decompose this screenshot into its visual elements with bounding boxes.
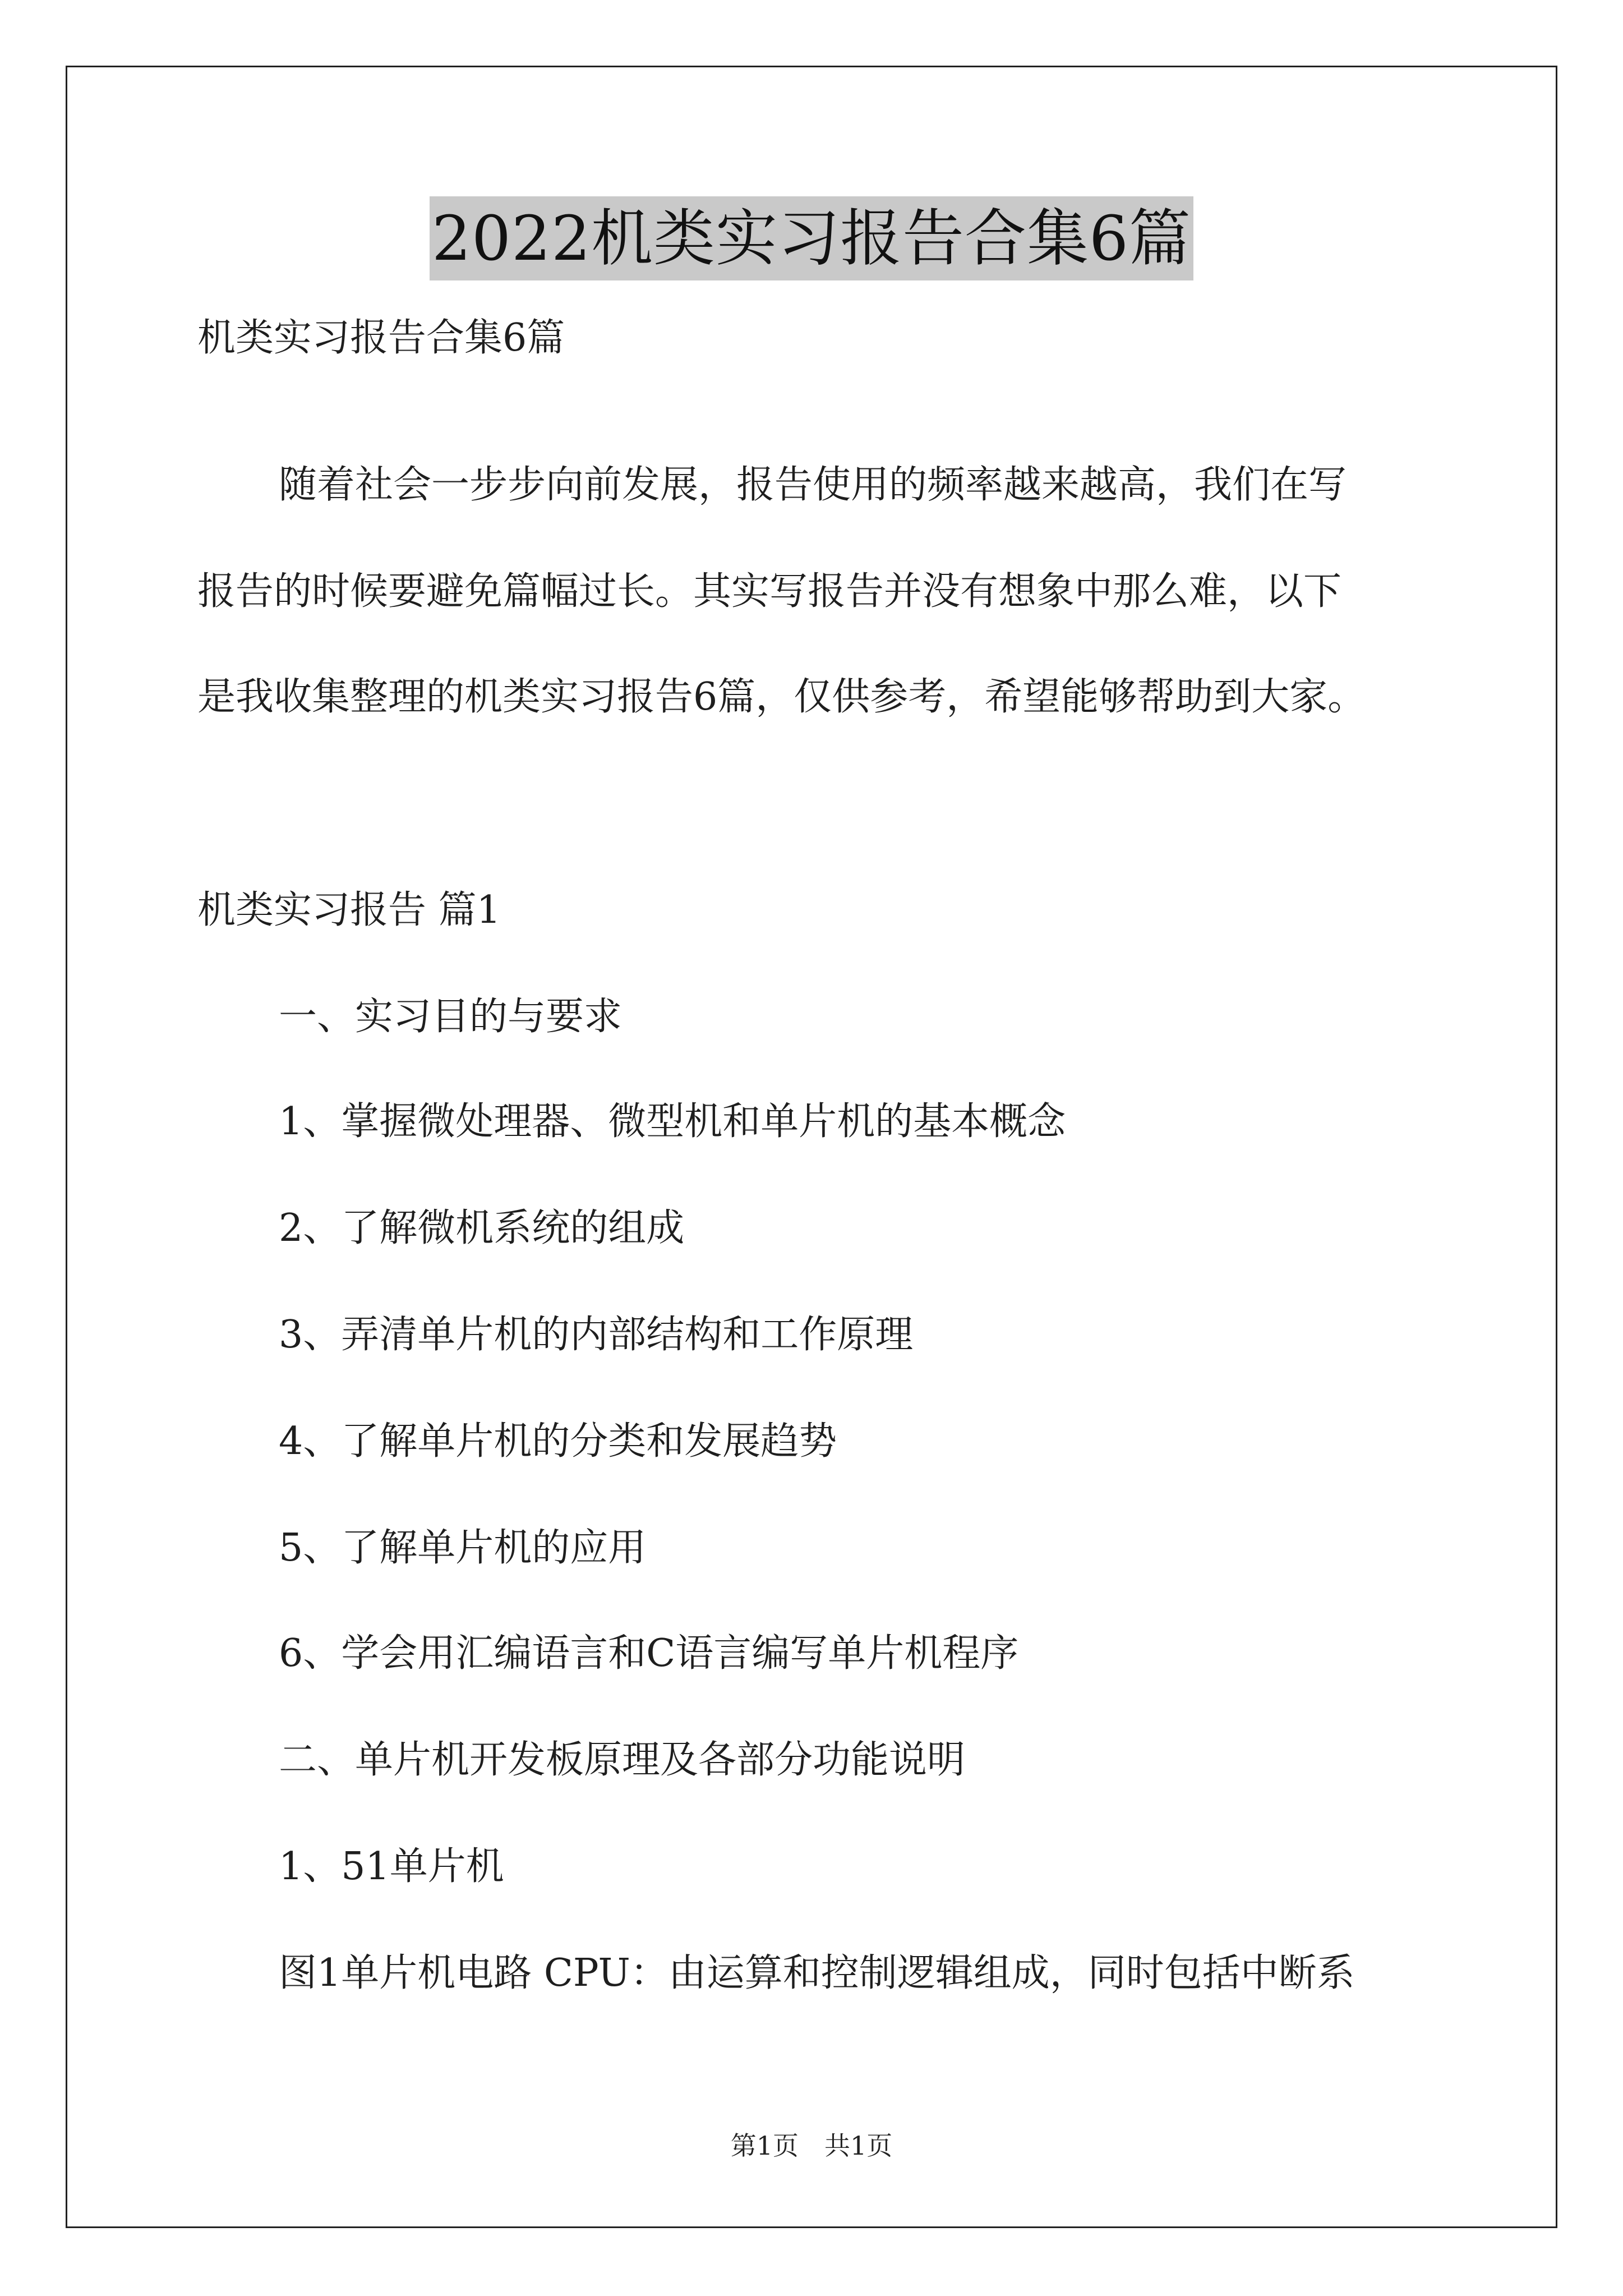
body-line-5: 4、了解单片机的分类和发展趋势 — [279, 1419, 837, 1464]
document-subtitle: 机类实习报告合集6篇 — [197, 316, 565, 360]
body-line-7: 6、学会用汇编语言和C语言编写单片机程序 — [279, 1631, 1019, 1676]
document-title: 2022机类实习报告合集6篇 — [430, 196, 1193, 280]
page-footer: 第1页 共1页 — [730, 2131, 893, 2161]
body-line-2: 1、掌握微处理器、微型机和单片机的基本概念 — [279, 1099, 1066, 1144]
intro-line-3: 是我收集整理的机类实习报告6篇，仅供参考，希望能够帮助到大家。 — [197, 675, 1366, 719]
body-line-4: 3、弄清单片机的内部结构和工作原理 — [279, 1313, 914, 1357]
title-container — [0, 196, 1623, 280]
body-line-1: 一、实习目的与要求 — [279, 995, 623, 1039]
body-line-6: 5、了解单片机的应用 — [279, 1526, 647, 1570]
section-heading: 机类实习报告 篇1 — [197, 888, 501, 932]
body-line-9: 1、51单片机 — [279, 1844, 504, 1889]
intro-line-1: 随着社会一步步向前发展，报告使用的频率越来越高，我们在写 — [279, 463, 1347, 507]
intro-line-2: 报告的时候要避免篇幅过长。其实写报告并没有想象中那么难，以下 — [197, 569, 1342, 614]
body-line-3: 2、了解微机系统的组成 — [279, 1206, 685, 1250]
body-line-10: 图1单片机电路 CPU：由运算和控制逻辑组成，同时包括中断系 — [279, 1951, 1355, 1995]
body-line-8: 二、单片机开发板原理及各部分功能说明 — [279, 1738, 966, 1782]
